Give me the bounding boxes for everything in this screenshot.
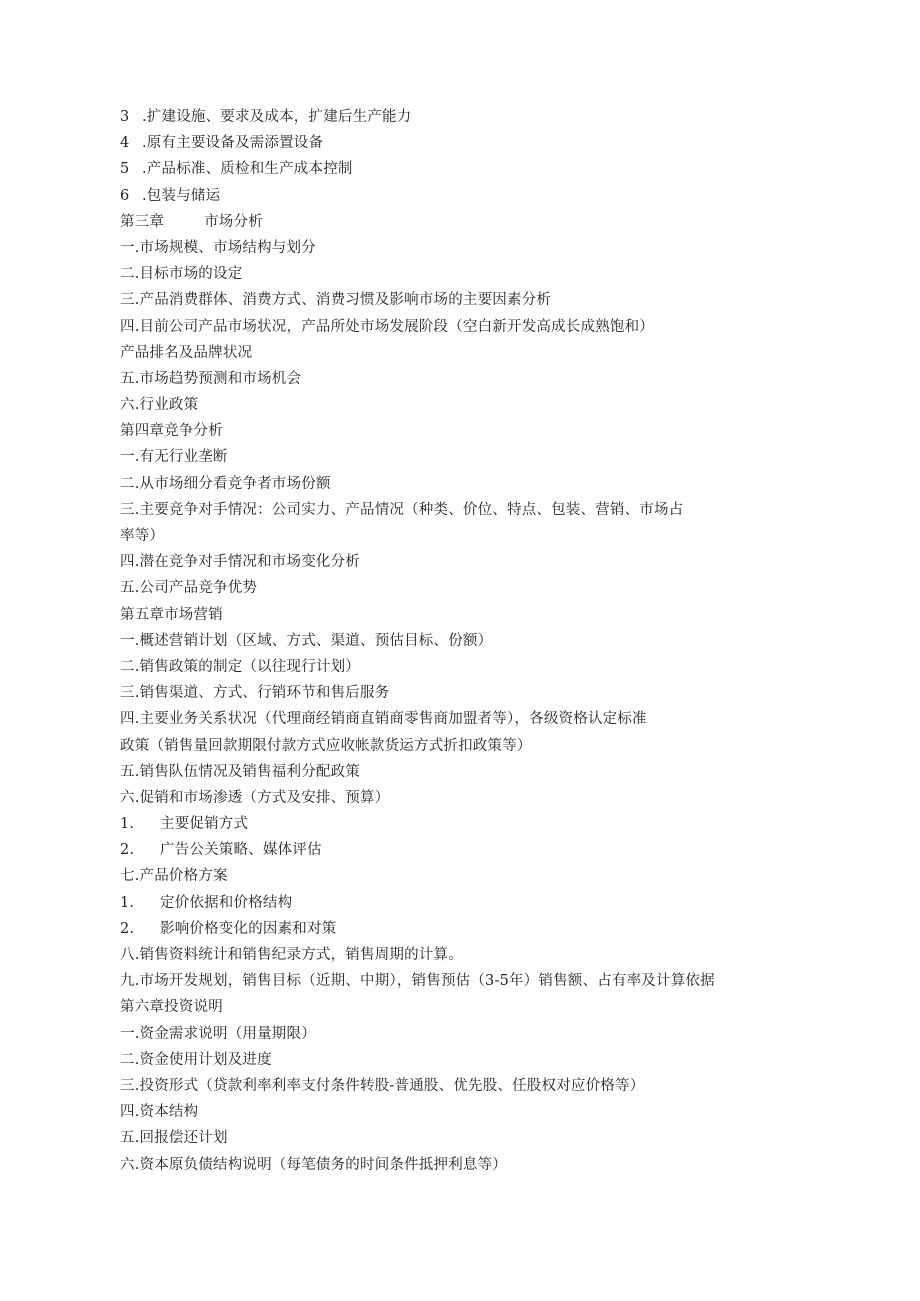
text-line: 率等） — [120, 528, 165, 544]
chapter-heading — [120, 209, 800, 235]
text-line: 一.市场规模、市场结构与划分 — [120, 239, 316, 256]
text-line: 一.有无行业垄断 — [120, 449, 228, 466]
list-item — [120, 837, 800, 863]
chapter-label: 第三章 — [120, 213, 165, 230]
list-item — [120, 130, 800, 156]
item-text: 广告公关策略、媒体评估 — [160, 842, 322, 859]
list-item — [120, 104, 800, 130]
chapter-title: 市场分析 — [204, 213, 263, 230]
item-text: 定价依据和价格结构 — [160, 894, 293, 911]
list-item — [120, 916, 800, 942]
item-number: 5 — [120, 161, 130, 178]
document-page — [120, 104, 800, 1178]
item-number: 3 — [120, 109, 130, 125]
text-line: 产品排名及品牌状况 — [120, 344, 253, 361]
item-text: .扩建设施、要求及成本，扩建后生产能力 — [142, 109, 412, 125]
text-line: 八.销售资料统计和销售纪录方式，销售周期的计算。 — [120, 947, 463, 963]
text-line: 四.潜在竞争对手情况和市场变化分析 — [120, 554, 361, 571]
list-item — [120, 183, 800, 209]
text-line: 五.公司产品竞争优势 — [120, 580, 258, 597]
item-text: .产品标准、质检和生产成本控制 — [142, 161, 353, 178]
text-line: 六.行业政策 — [120, 397, 199, 414]
text-line: 五.回报偿还计划 — [120, 1130, 228, 1147]
item-number: 2. — [120, 842, 135, 859]
text-line: 四.资本结构 — [120, 1104, 199, 1121]
text-line: 三.销售渠道、方式、行销环节和售后服务 — [120, 685, 390, 702]
item-number: 4 — [120, 135, 130, 152]
text-line: 六.促销和市场渗透（方式及安排、预算） — [120, 789, 390, 806]
chapter-heading: 第六章投资说明 — [120, 999, 223, 1016]
item-number: 1. — [120, 894, 135, 911]
text-line: 二.资金使用计划及进度 — [120, 1051, 272, 1068]
text-line: 二.销售政策的制定（以往现行计划） — [120, 658, 361, 675]
text-line: 五.市场趋势预测和市场机会 — [120, 370, 302, 387]
text-line: 六.资本原负债结构说明（每笔债务的时间条件抵押利息等） — [120, 1156, 508, 1173]
text-line: 九.市场开发规划，销售目标（近期、中期），销售预估（3-5年）销售额、占有率及计算依据 — [120, 973, 715, 990]
chapter-heading: 第四章竞争分析 — [120, 423, 223, 440]
list-item — [120, 811, 800, 837]
text-line: 一.概述营销计划（区域、方式、渠道、预估目标、份额） — [120, 632, 493, 649]
text-line: 二.目标市场的设定 — [120, 266, 243, 283]
chapter-heading: 第五章市场营销 — [120, 606, 223, 623]
text-line: 三.产品消费群体、消费方式、消费习惯及影响市场的主要因素分析 — [120, 292, 552, 309]
text-line: 四.目前公司产品市场状况，产品所处市场发展阶段（空白新开发高成长成熟饱和） — [120, 318, 655, 335]
text-line: 三.投资形式（贷款利率利率支付条件转股-普通股、优先股、任股权对应价格等） — [120, 1077, 645, 1094]
text-line: 一.资金需求说明（用量期限） — [120, 1025, 316, 1042]
text-line: 政策（销售量回款期限付款方式应收帐款货运方式折扣政策等） — [120, 737, 532, 754]
text-line: 二.从市场细分看竞争者市场份额 — [120, 475, 331, 492]
item-number: 1. — [120, 816, 135, 833]
list-item — [120, 890, 800, 916]
item-number: 6 — [120, 187, 130, 204]
item-text: 主要促销方式 — [160, 816, 249, 833]
text-line: 三.主要竞争对手情况：公司实力、产品情况（种类、价位、特点、包装、营销、市场占 — [120, 501, 684, 518]
item-text: 影响价格变化的因素和对策 — [160, 920, 337, 937]
text-line: 七.产品价格方案 — [120, 868, 228, 885]
item-text: .包装与储运 — [142, 187, 221, 204]
text-line: 四.主要业务关系状况（代理商经销商直销商零售商加盟者等），各级资格认定标准 — [120, 711, 647, 728]
item-number: 2. — [120, 920, 135, 937]
item-text: .原有主要设备及需添置设备 — [142, 135, 324, 152]
text-line: 五.销售队伍情况及销售福利分配政策 — [120, 763, 361, 780]
list-item — [120, 156, 800, 182]
